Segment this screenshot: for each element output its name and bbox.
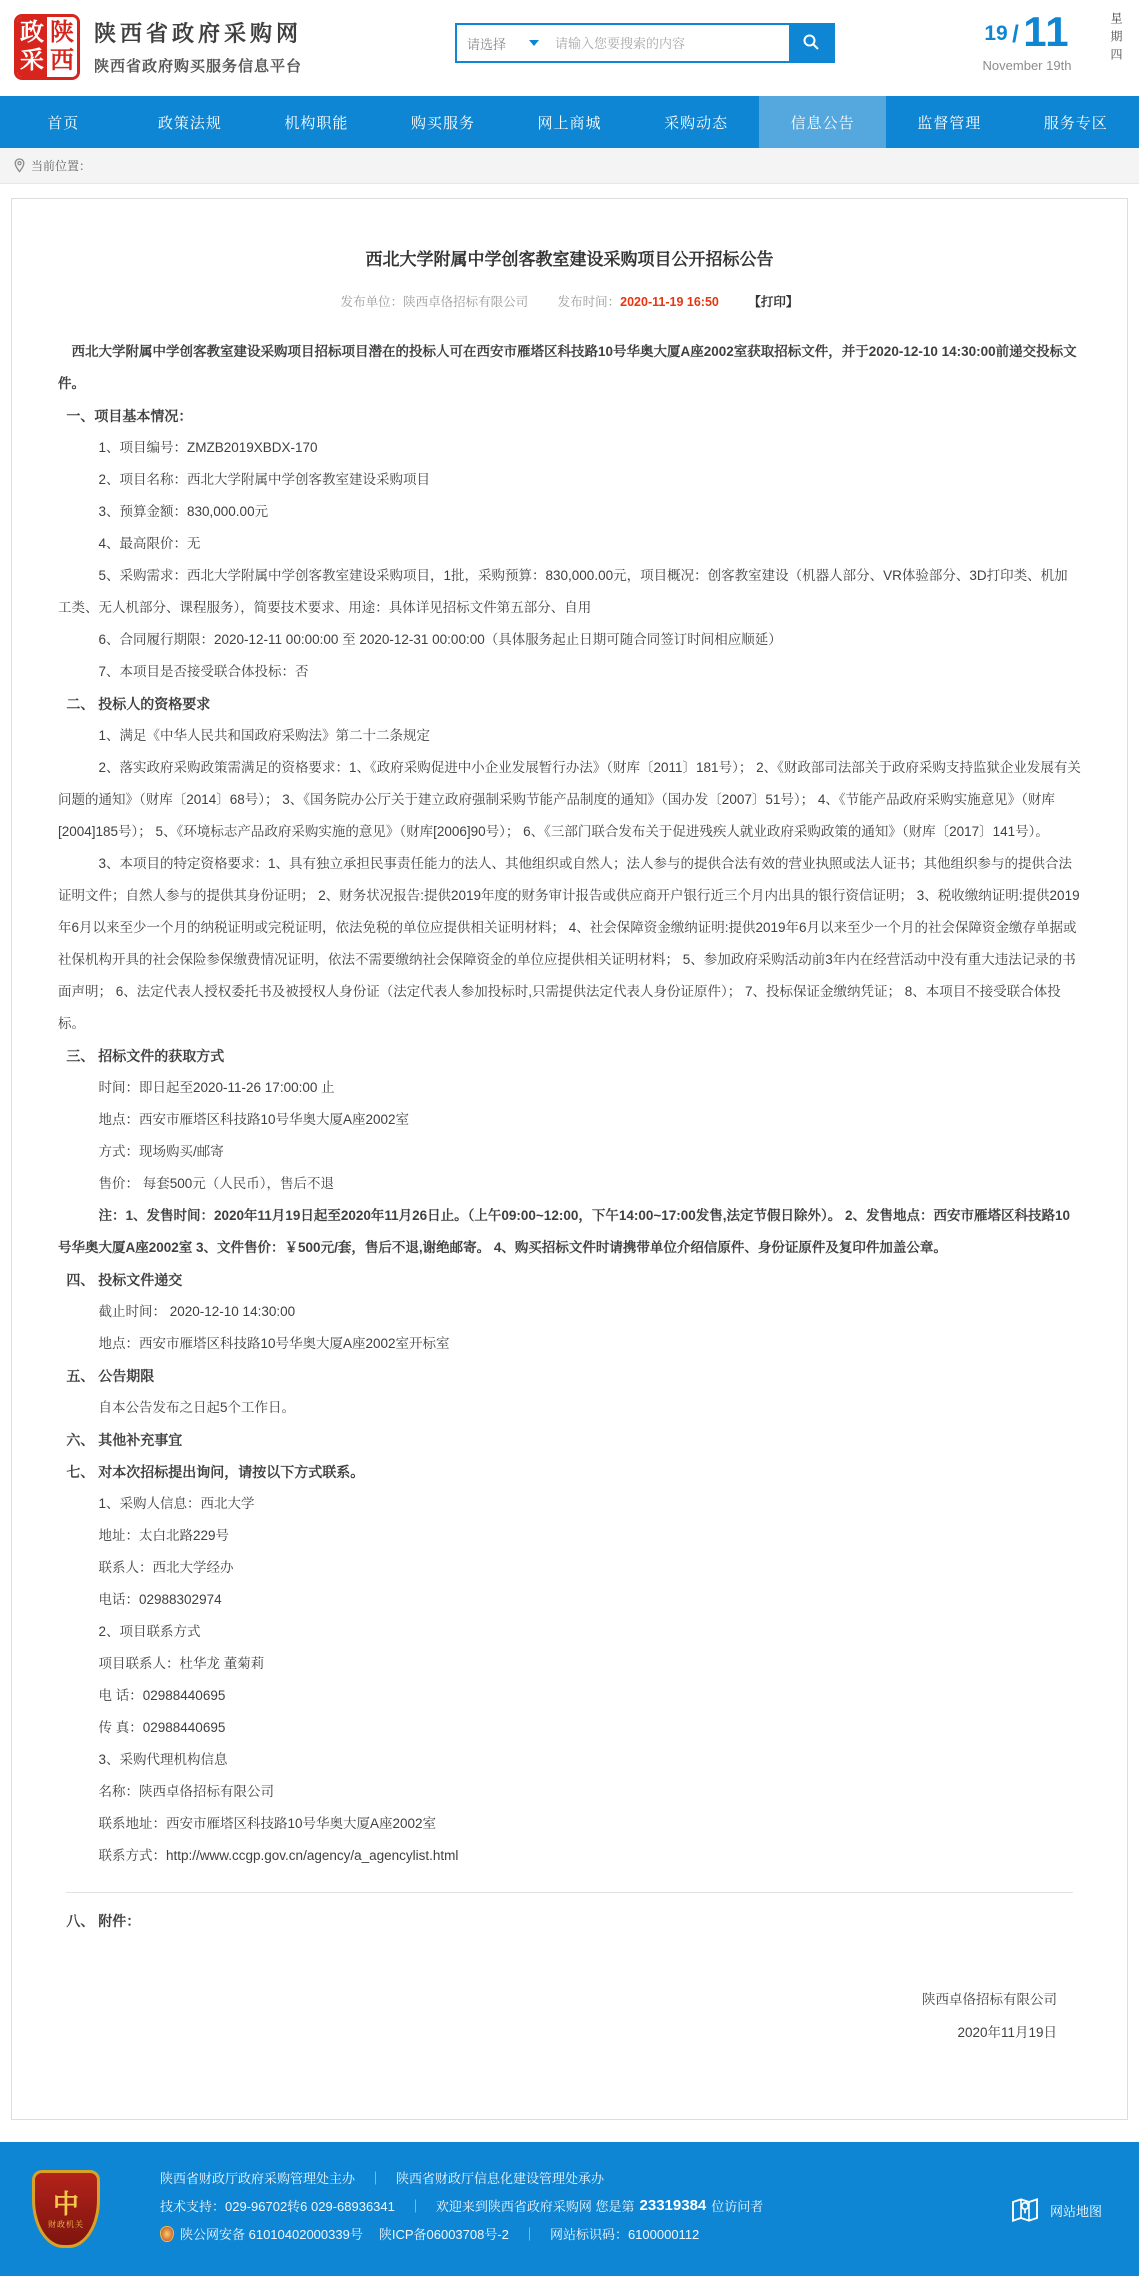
paragraph: 1、项目编号：ZMZB2019XBDX-170 — [58, 432, 1081, 464]
date-month: 11 — [1023, 8, 1069, 55]
emblem-text: 财政机关 — [48, 2219, 84, 2230]
paragraph: 7、本项目是否接受联合体投标：否 — [58, 656, 1081, 688]
footer-line-sponsors — [160, 2168, 1139, 2187]
footer-beian-2[interactable]: 陕ICP备06003708号-2 — [379, 2224, 509, 2243]
nav-item-3[interactable]: 购买服务 — [380, 96, 507, 148]
paragraph: 联系人：西北大学经办 — [58, 1552, 1081, 1584]
footer-line-support — [160, 2196, 1139, 2215]
paragraph: 3、本项目的特定资格要求：1、具有独立承担民事责任能力的法人、其他组织或自然人；法人参与的提供合法有效的营业执照或法人证书；其他组织参与的提供合法证明文件；自然人参与的提供其身份证明； 2、财务状况报告:提供2019年度的财务审计报告或供应商开户银行近三个月内出具的银行资信证明； 3、税收缴纳证明:提供2019年6月以来至少一个月的纳税证明或完税证明，依法免税的单位应提供相关证明材料； 4、社会保障资金缴纳证明:提供2019年6月以来至少一个月的社会保障资金缴存单据或社保机构开具的社会保险参保缴费情况证明，依法不需要缴纳社会保障资金的单位应提供相关证明材料； 5、参加政府采购活动前3年内在经营活动中没有重大违法记录的书面声明； 6、法定代表人授权委托书及被授权人身份证（法定代表人参加投标时,只需提供法定代表人身份证原件）； 7、投标保证金缴纳凭证； 8、本项目不接受联合体投标。 — [58, 848, 1081, 1040]
footer-welcome: 欢迎来到陕西省政府采购网 您是第 — [436, 2196, 635, 2215]
date-day: 19 — [984, 22, 1007, 45]
location-pin-icon — [14, 158, 25, 173]
paragraph: 传 真：02988440695 — [58, 1712, 1081, 1744]
paragraph: 地点：西安市雁塔区科技路10号华奥大厦A座2002室开标室 — [58, 1328, 1081, 1360]
logo-char: 政 — [20, 19, 44, 47]
search-input[interactable] — [549, 25, 789, 61]
paragraph: 项目联系人：杜华龙 董菊莉 — [58, 1648, 1081, 1680]
site-logo[interactable] — [14, 14, 80, 80]
date-numbers — [952, 8, 1102, 56]
nav-item-2[interactable]: 机构职能 — [253, 96, 380, 148]
sitemap-link[interactable] — [1008, 2194, 1102, 2226]
search-icon — [802, 33, 820, 54]
footer-separator: ｜ — [523, 2224, 536, 2243]
section-heading: 八、 附件： — [58, 1905, 1081, 1937]
main-nav — [0, 96, 1139, 148]
paragraph: 2、落实政府采购政策需满足的资格要求：1、《政府采购促进中小企业发展暂行办法》（财库〔2011〕181号）； 2、《财政部司法部关于政府采购支持监狱企业发展有关问题的通知》（财库〔2014〕68号）； 3、《国务院办公厅关于建立政府强制采购节能产品制度的通知》（国办发〔2007〕51号）； 4、《节能产品政府采购实施意见》（财库[2004]185号）； 5、《环境标志产品政府采购实施的意见》（财库[2006]90号）； 6、《三部门联合发布关于促进残疾人就业政府采购政策的通知》（财库〔2017〕141号）。 — [58, 752, 1081, 848]
breadcrumb-label: 当前位置： — [31, 157, 91, 174]
emblem-glyph: 中 — [53, 2189, 79, 2219]
date-widget — [952, 8, 1102, 73]
paragraph: 2、项目联系方式 — [58, 1616, 1081, 1648]
date-words: November 19th — [952, 58, 1102, 73]
footer-sponsor[interactable]: 陕西省财政厅政府采购管理处主办 — [160, 2168, 355, 2187]
logo-seal-left — [17, 17, 47, 77]
sitemap-label: 网站地图 — [1050, 2201, 1102, 2220]
section-heading: 四、 投标文件递交 — [58, 1264, 1081, 1296]
page-title: 西北大学附属中学创客教室建设采购项目公开招标公告 — [12, 245, 1127, 270]
logo-seal-right — [47, 17, 77, 77]
paragraph: 名称：陕西卓佫招标有限公司 — [58, 1776, 1081, 1808]
section-heading: 二、 投标人的资格要求 — [58, 688, 1081, 720]
paragraph: 3、预算金额：830,000.00元 — [58, 496, 1081, 528]
footer-welcome-suffix: 位访问者 — [711, 2196, 763, 2215]
footer-support: 技术支持：029-96702转6 029-68936341 — [160, 2196, 395, 2215]
paragraph: 2、项目名称：西北大学附属中学创客教室建设采购项目 — [58, 464, 1081, 496]
logo-char: 西 — [50, 47, 74, 75]
paragraph: 5、采购需求：西北大学附属中学创客教室建设采购项目，1批，采购预算：830,000.00元，项目概况：创客教室建设（机器人部分、VR体验部分、3D打印类、机加工类、无人机部分、课程服务），简要技术要求、用途：具体详见招标文件第五部分、自用 — [58, 560, 1081, 624]
paragraph: 截止时间： 2020-12-10 14:30:00 — [58, 1296, 1081, 1328]
paragraph: 电 话：02988440695 — [58, 1680, 1081, 1712]
nav-item-6[interactable]: 信息公告 — [759, 96, 886, 148]
paragraph: 售价： 每套500元（人民币），售后不退 — [58, 1168, 1081, 1200]
article-body — [12, 310, 1127, 2049]
section-heading: 一、项目基本情况： — [58, 400, 1081, 432]
nav-item-1[interactable]: 政策法规 — [127, 96, 254, 148]
search-button[interactable] — [789, 25, 833, 61]
paragraph: 方式：现场购买/邮寄 — [58, 1136, 1081, 1168]
signature-line: 陕西卓佫招标有限公司 — [58, 1983, 1057, 2016]
logo-char: 陕 — [50, 19, 74, 47]
footer-line-beian — [160, 2224, 1139, 2243]
search-category-select[interactable] — [457, 25, 549, 61]
paragraph: 1、采购人信息：西北大学 — [58, 1488, 1081, 1520]
paragraph: 联系方式：http://www.ccgp.gov.cn/agency/a_agencylist.html — [58, 1840, 1081, 1872]
police-badge-icon — [160, 2226, 174, 2242]
finance-emblem-icon — [32, 2170, 100, 2248]
publish-time-label: 发布时间： — [558, 295, 621, 309]
paragraph: 西北大学附属中学创客教室建设采购项目招标项目潜在的投标人可在西安市雁塔区科技路10号华奥大厦A座2002室获取招标文件，并于2020-12-10 14:30:00前递交投标文件。 — [58, 336, 1081, 400]
section-heading: 三、 招标文件的获取方式 — [58, 1040, 1081, 1072]
print-button[interactable]: 【打印】 — [748, 295, 798, 309]
chevron-down-icon — [529, 40, 539, 46]
weekday-label: 星期四 — [1108, 12, 1125, 84]
nav-item-0[interactable]: 首页 — [0, 96, 127, 148]
date-slash: / — [1012, 21, 1019, 48]
content-divider — [66, 1892, 1073, 1893]
paragraph: 自本公告发布之日起5个工作日。 — [58, 1392, 1081, 1424]
search-select-label: 请选择 — [467, 34, 506, 53]
footer-site-code: 网站标识码：6100000112 — [550, 2224, 699, 2243]
paragraph: 地点：西安市雁塔区科技路10号华奥大厦A座2002室 — [58, 1104, 1081, 1136]
logo-char: 采 — [20, 47, 44, 75]
announcement-card — [11, 198, 1128, 2120]
search-box — [455, 23, 835, 63]
nav-item-7[interactable]: 监督管理 — [886, 96, 1013, 148]
breadcrumb — [0, 148, 1139, 184]
footer-separator: ｜ — [369, 2168, 382, 2187]
paragraph: 地址：太白北路229号 — [58, 1520, 1081, 1552]
site-header — [0, 0, 1139, 96]
site-subtitle: 陕西省政府购买服务信息平台 — [94, 55, 302, 76]
section-heading: 七、 对本次招标提出询问，请按以下方式联系。 — [58, 1456, 1081, 1488]
nav-item-4[interactable]: 网上商城 — [506, 96, 633, 148]
signature-line: 2020年11月19日 — [58, 2016, 1057, 2049]
site-title: 陕西省政府采购网 — [94, 17, 302, 48]
paragraph: 联系地址：西安市雁塔区科技路10号华奥大厦A座2002室 — [58, 1808, 1081, 1840]
paragraph: 1、满足《中华人民共和国政府采购法》第二十二条规定 — [58, 720, 1081, 752]
paragraph: 时间：即日起至2020-11-26 17:00:00 止 — [58, 1072, 1081, 1104]
visitor-count: 23319384 — [640, 2197, 707, 2214]
section-heading: 五、 公告期限 — [58, 1360, 1081, 1392]
paragraph: 电话：02988302974 — [58, 1584, 1081, 1616]
footer-undertaker[interactable]: 陕西省财政厅信息化建设管理处承办 — [396, 2168, 604, 2187]
footer-beian-1[interactable]: 陕公网安备 61010402000339号 — [180, 2224, 363, 2243]
nav-item-5[interactable]: 采购动态 — [633, 96, 760, 148]
footer-separator: ｜ — [409, 2196, 422, 2215]
signature-block — [58, 1983, 1081, 2049]
publish-time: 2020-11-19 16:50 — [620, 295, 719, 309]
paragraph: 3、采购代理机构信息 — [58, 1744, 1081, 1776]
section-heading: 六、 其他补充事宜 — [58, 1424, 1081, 1456]
paragraph: 注：1、发售时间：2020年11月19日起至2020年11月26日止。（上午09:00~12:00，下午14:00~17:00发售,法定节假日除外）。 2、发售地点：西安市雁塔区科技路10号华奥大厦A座2002室 3、文件售价：￥500元/套，售后不退,谢绝邮寄。 4、购买招标文件时请携带单位介绍信原件、身份证原件及复印件加盖公章。 — [58, 1200, 1081, 1264]
nav-item-8[interactable]: 服务专区 — [1013, 96, 1139, 148]
map-icon — [1008, 2194, 1042, 2226]
paragraph: 6、合同履行期限：2020-12-11 00:00:00 至 2020-12-31 00:00:00（具体服务起止日期可随合同签订时间相应顺延） — [58, 624, 1081, 656]
paragraph: 4、最高限价：无 — [58, 528, 1081, 560]
article-meta — [12, 292, 1127, 310]
site-titles — [94, 17, 302, 76]
site-footer — [0, 2142, 1139, 2276]
publisher-label: 发布单位：陕西卓佫招标有限公司 — [341, 295, 529, 309]
